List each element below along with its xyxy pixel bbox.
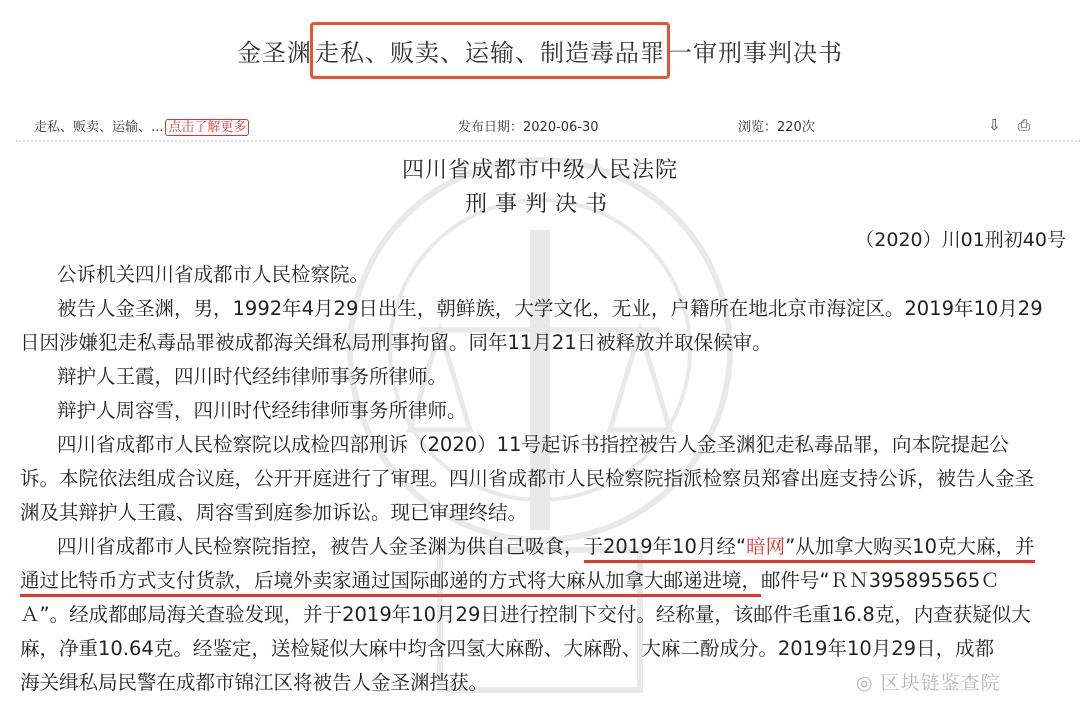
print-icon[interactable]: ⎙ <box>1018 116 1031 134</box>
text-line: 渊及其辩护人王霞、周容雪到庭参加诉讼。现已审理终结。 <box>20 501 528 524</box>
title-prefix: 金圣渊 <box>237 39 312 67</box>
text-segment: 邮件号“ＲＮ395895565Ｃ <box>761 569 1000 592</box>
text-line: 诉。本院依法组成合议庭，公开开庭进行了审理。四川省成都市人民检察院指派检察员郑睿出庭支持公诉，被告人金圣 <box>20 467 1035 490</box>
view-count: 浏览：220次 <box>738 120 815 135</box>
text-line: 四川省成都市人民检察院以成检四部刑诉（2020）11号起诉书指控被告人金圣渊犯走私毒品罪，向本院提起公 <box>57 433 1009 456</box>
highlighted-term: 暗网 <box>746 535 786 558</box>
text-line <box>20 564 1000 598</box>
divider <box>16 140 1080 142</box>
text-segment: 于2019年10月经“ <box>583 535 747 558</box>
text-line: Ａ”。经成都邮局海关查验发现，并于2019年10月29日进行控制下交付。经称量，该邮件毛重16.8克，内查获疑似大 <box>20 603 1031 626</box>
text-line: 辩护人周容雪，四川时代经纬律师事务所律师。 <box>57 399 467 422</box>
case-number: （2020）川01刑初40号 <box>855 229 1066 251</box>
text-line: 日因涉嫌犯走私毒品罪被成都海关缉私局刑事拘留。同年11月21日被释放并取保候审。 <box>20 331 772 354</box>
text-segment: ”从加拿大购买10克大麻，并 <box>785 535 1035 558</box>
title-highlight: 走私、贩卖、运输、制造毒品罪 <box>310 22 670 79</box>
tags <box>34 116 249 135</box>
download-icon[interactable]: ⇩ <box>988 116 1001 134</box>
publish-date: 发布日期：2020-06-30 <box>458 120 599 135</box>
text-line <box>20 530 1035 564</box>
wechat-watermark: ◎ 区块链鉴查院 <box>856 672 1001 694</box>
text-line: 麻，净重10.64克。经鉴定，送检疑似大麻中均含四氢大麻酚、大麻酚、大麻二酚成分。2019年10月29日，成都 <box>20 637 995 660</box>
court-name: 四川省成都市中级人民法院 <box>401 158 678 183</box>
text-line: 被告人金圣渊，男，1992年4月29日出生，朝鲜族，大学文化，无业，户籍所在地北京市海淀区。2019年10月29 <box>57 297 1043 320</box>
learn-more-link[interactable]: 点击了解更多 <box>165 119 249 136</box>
underlined-text: 通过比特币方式支付货款，后境外卖家通过国际邮递的方式将大麻从加拿大邮递进境， <box>20 569 761 597</box>
title-suffix: 一审刑事判决书 <box>668 39 843 67</box>
text-line: 海关缉私局民警在成都市锦江区将被告人金圣渊挡获。 <box>20 671 489 694</box>
text-line: 辩护人王霞，四川时代经纬律师事务所律师。 <box>57 365 448 388</box>
document-body <box>20 258 1070 700</box>
meta-bar <box>0 116 1080 138</box>
tag-list: 走私、贩卖、运输、... <box>34 120 164 135</box>
document-type: 刑事判决书 <box>464 192 615 217</box>
document-title <box>0 22 1080 79</box>
text-segment: 四川省成都市人民检察院指控，被告人金圣渊为供自己吸食， <box>57 535 584 558</box>
underlined-text <box>584 535 1035 563</box>
watermark-text: 区块链鉴查院 <box>880 672 1001 694</box>
text-line: 公诉机关四川省成都市人民检察院。 <box>57 263 370 286</box>
